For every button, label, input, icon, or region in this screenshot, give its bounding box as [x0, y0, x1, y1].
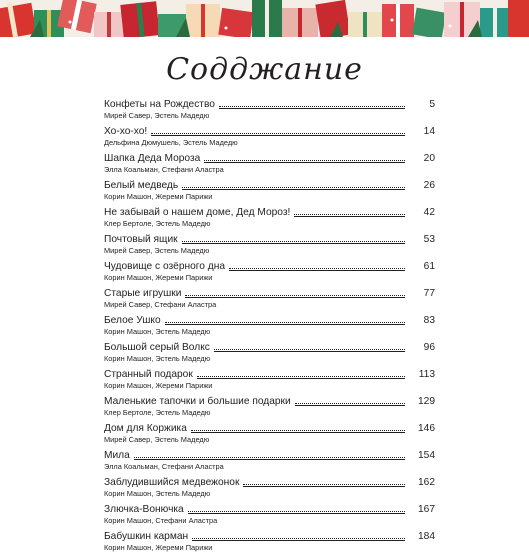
toc-leader [191, 426, 405, 433]
toc-authors: Корин Машон, Жереми Парижи [104, 543, 213, 552]
toc-authors: Корин Машон, Жереми Парижи [104, 273, 213, 282]
toc-story-title: Белое Ушко [104, 315, 161, 326]
toc-story-title: Большой серый Волкс [104, 342, 210, 353]
toc-entry [104, 367, 435, 394]
toc-entry [104, 259, 435, 286]
toc-title-line [104, 259, 435, 273]
toc-title-line [104, 421, 435, 435]
toc-title-line [104, 232, 435, 246]
toc-title-line [104, 448, 435, 462]
toc-story-title: Дом для Коржика [104, 423, 187, 434]
toc-authors: Мирей Савер, Эстель Мадедю [104, 246, 210, 255]
toc-story-title: Заблудившийся медвежонок [104, 477, 240, 488]
toc-story-title: Шапка Деда Мороза [104, 153, 201, 164]
toc-title-line [104, 205, 435, 219]
toc-authors: Мирей Савер, Эстель Мадедю [104, 435, 210, 444]
toc-entry [104, 394, 435, 421]
toc-page-number: 83 [423, 315, 435, 326]
toc-entry [104, 448, 435, 475]
toc-page-number: 167 [418, 504, 435, 515]
toc-entry [104, 313, 435, 340]
toc-leader [294, 210, 405, 217]
toc-page-number: 113 [418, 369, 435, 380]
toc-page-number: 53 [423, 234, 435, 245]
toc-page-number: 5 [429, 99, 435, 110]
toc-page-number: 146 [418, 423, 435, 434]
toc-leader [165, 318, 405, 325]
toc-leader [204, 156, 405, 163]
toc-page-number: 96 [423, 342, 435, 353]
toc-title-line [104, 529, 435, 543]
toc-title-line [104, 124, 435, 138]
toc-leader [219, 102, 405, 109]
toc-title-line [104, 475, 435, 489]
toc-title-line [104, 340, 435, 354]
toc-story-title: Не забывай о нашем доме, Дед Мороз! [104, 207, 291, 218]
toc-authors: Клер Бертоле, Эстель Мадедю [104, 408, 211, 417]
page-title: Содджание [166, 52, 363, 87]
toc-title-line [104, 286, 435, 300]
toc-entry [104, 529, 435, 556]
toc-authors: Корин Машон, Эстель Мадедю [104, 489, 211, 498]
toc-title-line [104, 178, 435, 192]
table-of-contents [104, 97, 435, 556]
toc-authors: Мирей Савер, Стефани Аластра [104, 300, 217, 309]
toc-story-title: Конфеты на Рождество [104, 99, 215, 110]
toc-authors: Элла Коальман, Стефани Аластра [104, 462, 224, 471]
toc-authors: Корин Машон, Эстель Мадедю [104, 327, 211, 336]
toc-authors: Элла Коальман, Стефани Аластра [104, 165, 224, 174]
toc-entry [104, 286, 435, 313]
toc-leader [197, 372, 405, 379]
toc-leader [192, 534, 405, 541]
toc-entry [104, 97, 435, 124]
toc-page-number: 154 [418, 450, 435, 461]
toc-entry [104, 205, 435, 232]
toc-story-title: Злючка-Вонючка [104, 504, 184, 515]
toc-leader [295, 399, 405, 406]
toc-entry [104, 178, 435, 205]
toc-title-line [104, 502, 435, 516]
toc-story-title: Бабушкин карман [104, 531, 189, 542]
toc-entry [104, 124, 435, 151]
toc-leader [188, 507, 405, 514]
toc-story-title: Почтовый ящик [104, 234, 178, 245]
toc-entry [104, 475, 435, 502]
toc-page-number: 14 [423, 126, 435, 137]
toc-page-number: 61 [423, 261, 435, 272]
toc-page-number: 20 [423, 153, 435, 164]
toc-leader [243, 480, 405, 487]
toc-title-line [104, 394, 435, 408]
toc-story-title: Белый медведь [104, 180, 179, 191]
toc-leader [185, 291, 405, 298]
toc-title-line [104, 313, 435, 327]
toc-story-title: Странный подарок [104, 369, 193, 380]
toc-page-number: 184 [418, 531, 435, 542]
toc-story-title: Маленькие тапочки и большие подарки [104, 396, 291, 407]
gift-boxes-illustration [0, 0, 529, 37]
toc-authors: Клер Бертоле, Эстель Мадедю [104, 219, 211, 228]
gift-boxes-banner [0, 0, 529, 37]
toc-page-number: 26 [423, 180, 435, 191]
toc-leader [182, 237, 405, 244]
toc-entry [104, 421, 435, 448]
toc-page-number: 129 [418, 396, 435, 407]
toc-leader [229, 264, 405, 271]
toc-authors: Корин Машон, Эстель Мадедю [104, 354, 211, 363]
toc-authors: Корин Машон, Стефани Аластра [104, 516, 218, 525]
toc-page-number: 77 [423, 288, 435, 299]
toc-leader [214, 345, 405, 352]
toc-entry [104, 232, 435, 259]
toc-authors: Корин Машон, Жереми Парижи [104, 192, 213, 201]
toc-story-title: Мила [104, 450, 130, 461]
toc-leader [134, 453, 405, 460]
toc-leader [182, 183, 405, 190]
toc-title-line [104, 151, 435, 165]
toc-entry [104, 502, 435, 529]
toc-entry [104, 151, 435, 178]
toc-story-title: Старые игрушки [104, 288, 182, 299]
toc-story-title: Чудовище с озёрного дна [104, 261, 226, 272]
toc-story-title: Хо-хо-хо! [104, 126, 148, 137]
toc-page-number: 42 [423, 207, 435, 218]
toc-page-number: 162 [418, 477, 435, 488]
toc-title-line [104, 97, 435, 111]
toc-title-line [104, 367, 435, 381]
toc-authors: Корин Машон, Жереми Парижи [104, 381, 213, 390]
toc-leader [151, 129, 405, 136]
toc-entry [104, 340, 435, 367]
toc-authors: Дельфина Дюмушель, Эстель Мадедю [104, 138, 238, 147]
toc-authors: Мирей Савер, Эстель Мадедю [104, 111, 210, 120]
